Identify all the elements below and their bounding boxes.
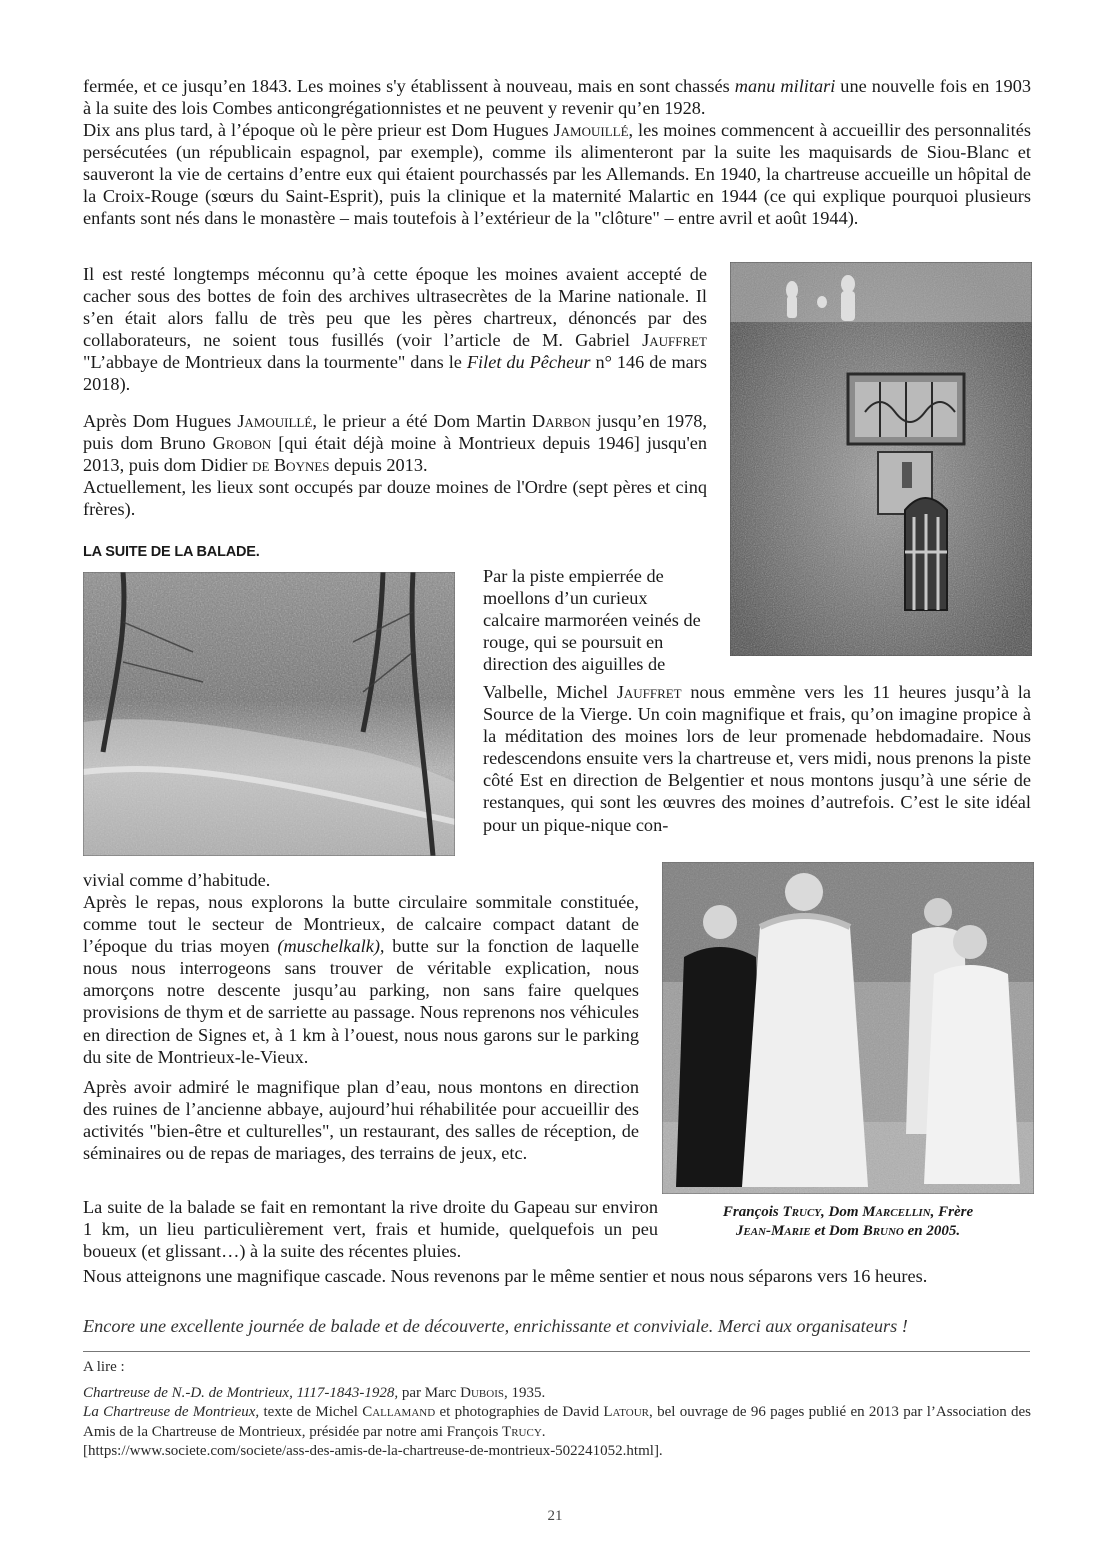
balade-paragraph-narrow: Par la piste empierrée de moellons d’un curieux calcaire marmoréen veinés de rouge, qui se poursuit en direction des aiguilles de	[483, 566, 701, 675]
gapeau-paragraph: La suite de la balade se fait en remontant la rive droite du Gapeau sur environ 1 km, un lieu particulièrement vert, frais et humide, quelquefois un peu boueux (et glissant…) à la suite des récentes pluies.	[83, 1197, 658, 1262]
monks-photo-caption: François Trucy, Dom Marcellin, Frère Jean-Marie et Dom Bruno en 2005.	[722, 1204, 974, 1239]
lunch-paragraph: Après le repas, nous explorons la butte circulaire sommitale constituée, comme tout le secteur de Montrieux, de calcaire compact datant de l’époque du trias moyen (muschelkalk), butte sur la fonction de laquelle nous nous interrogeons sans trouver de véritable explication, nous amorçons notre descente jusqu’au parking, non sans faire quelques provisions de thym et de sarriette au passage. Nous reprenons nos véhicules en direction de Signes et, à 1 km à l’ouest, nous nous garons sur le parking du site de Montrieux-le-Vieux.	[83, 892, 639, 1067]
marine-paragraph: Il est resté longtemps méconnu qu’à cette époque les moines avaient accepté de cacher sous des bottes de foin des archives ultrasecrètes de la Marine nationale. Il s’en était alors fallu de très peu que les pères chartreux, dénoncés par des collaborateurs, ne soient tous fusillés (voir l’article de M. Gabriel Jauffret "L’abbaye de Montrieux dans la tourmente" dans le Filet du Pêcheur n° 146 de mars 2018).	[83, 264, 707, 395]
end-line: Nous atteignons une magnifique cascade. Nous revenons par le même sentier et nous nous séparons vers 16 heures.	[83, 1266, 928, 1286]
balade-paragraph: Valbelle, Michel Jauffret nous emmène vers les 11 heures jusqu’à la Source de la Vierge. Un coin magnifique et frais, qu’on imagine propice à la méditation des moines lors de leur promenade hebdomadaire. Nous redescendons ensuite vers la chartreuse et, vers midi, nous prenons la piste côté Est en direction de Belgentier et nous montons jusqu’à une série de restanques, qui sont les œuvres des moines d’autrefois. C’est le site idéal pour un pique-nique con-	[483, 682, 1031, 835]
monks-paragraph: Actuellement, les lieux sont occupés par douze moines de l'Ordre (sept pères et cinq frères).	[83, 477, 707, 520]
reference-2-url[interactable]: [https://www.societe.com/societe/ass-des-amis-de-la-chartreuse-de-montrieux-502241052.html].	[83, 1443, 663, 1459]
closing-line: Encore une excellente journée de balade et de découverte, enrichissante et conviviale. Merci aux organisateurs !	[83, 1316, 908, 1336]
intro-paragraph-2: Dix ans plus tard, à l’époque où le père prieur est Dom Hugues Jamouillé, les moines commencent à accueillir des personnalités persécutées (un républicain espagnol, par exemple), comme ils alimenteront par la suite les maquisards de Siou-Blanc et sauveront la vie de certains d’entre eux qui étaient pourchassés par les Allemands. En 1940, la chartreuse accueille un hôpital de la Croix-Rouge (sœurs du Saint-Esprit), puis la clinique et la maternité Malartic en 1944 (ce qui explique pourquoi plusieurs enfants sont nés dans le monastère – mais toutefois à l’extérieur de la "clôture" – entre avril et août 1944).	[83, 120, 1031, 229]
reference-1: Chartreuse de N.-D. de Montrieux, 1117-1843-1928, par Marc Dubois, 1935.	[83, 1384, 546, 1401]
monks-image	[662, 862, 1034, 1194]
intro-paragraph-1: fermée, et ce jusqu’en 1843. Les moines s'y établissent à nouveau, mais en sont chassés manu militari une nouvelle fois en 1903 à la suite des lois Combes anticongrégationnistes et ne peuvent y revenir qu’en 1928.	[83, 76, 1031, 119]
references-heading: A lire :	[83, 1359, 125, 1375]
stream-photo	[83, 572, 455, 856]
references	[83, 1358, 1031, 1462]
lunch-line: vivial comme d’habitude.	[83, 870, 271, 890]
monks-photo	[662, 862, 1034, 1194]
grotto-image	[730, 262, 1032, 656]
section-heading: LA SUITE DE LA BALADE.	[83, 544, 260, 560]
reference-2: La Chartreuse de Montrieux, texte de Michel Callamand et photographies de David Latour, bel ouvrage de 96 pages publié en 2013 par l’Association des Amis de la Chartreuse de Montrieux, présidée par notre ami François Trucy.	[83, 1404, 1032, 1440]
divider	[83, 1351, 1030, 1352]
grotto-photo	[730, 262, 1032, 656]
page-number: 21	[547, 1508, 563, 1524]
abbey-paragraph: Après avoir admiré le magnifique plan d’eau, nous montons en direction des ruines de l’ancienne abbaye, aujourd’hui réhabilitée pour accueillir des activités "bien-être et culturelles", un restaurant, des salles de réception, de séminaires ou de repas de mariages, des terrains de jeux, etc.	[83, 1077, 639, 1164]
priors-paragraph: Après Dom Hugues Jamouillé, le prieur a été Dom Martin Darbon jusqu’en 1978, puis dom Bruno Grobon [qui était déjà moine à Montrieux depuis 1946] jusqu'en 2013, puis dom Didier de Boynes depuis 2013.	[83, 411, 707, 476]
stream-image	[83, 572, 455, 856]
